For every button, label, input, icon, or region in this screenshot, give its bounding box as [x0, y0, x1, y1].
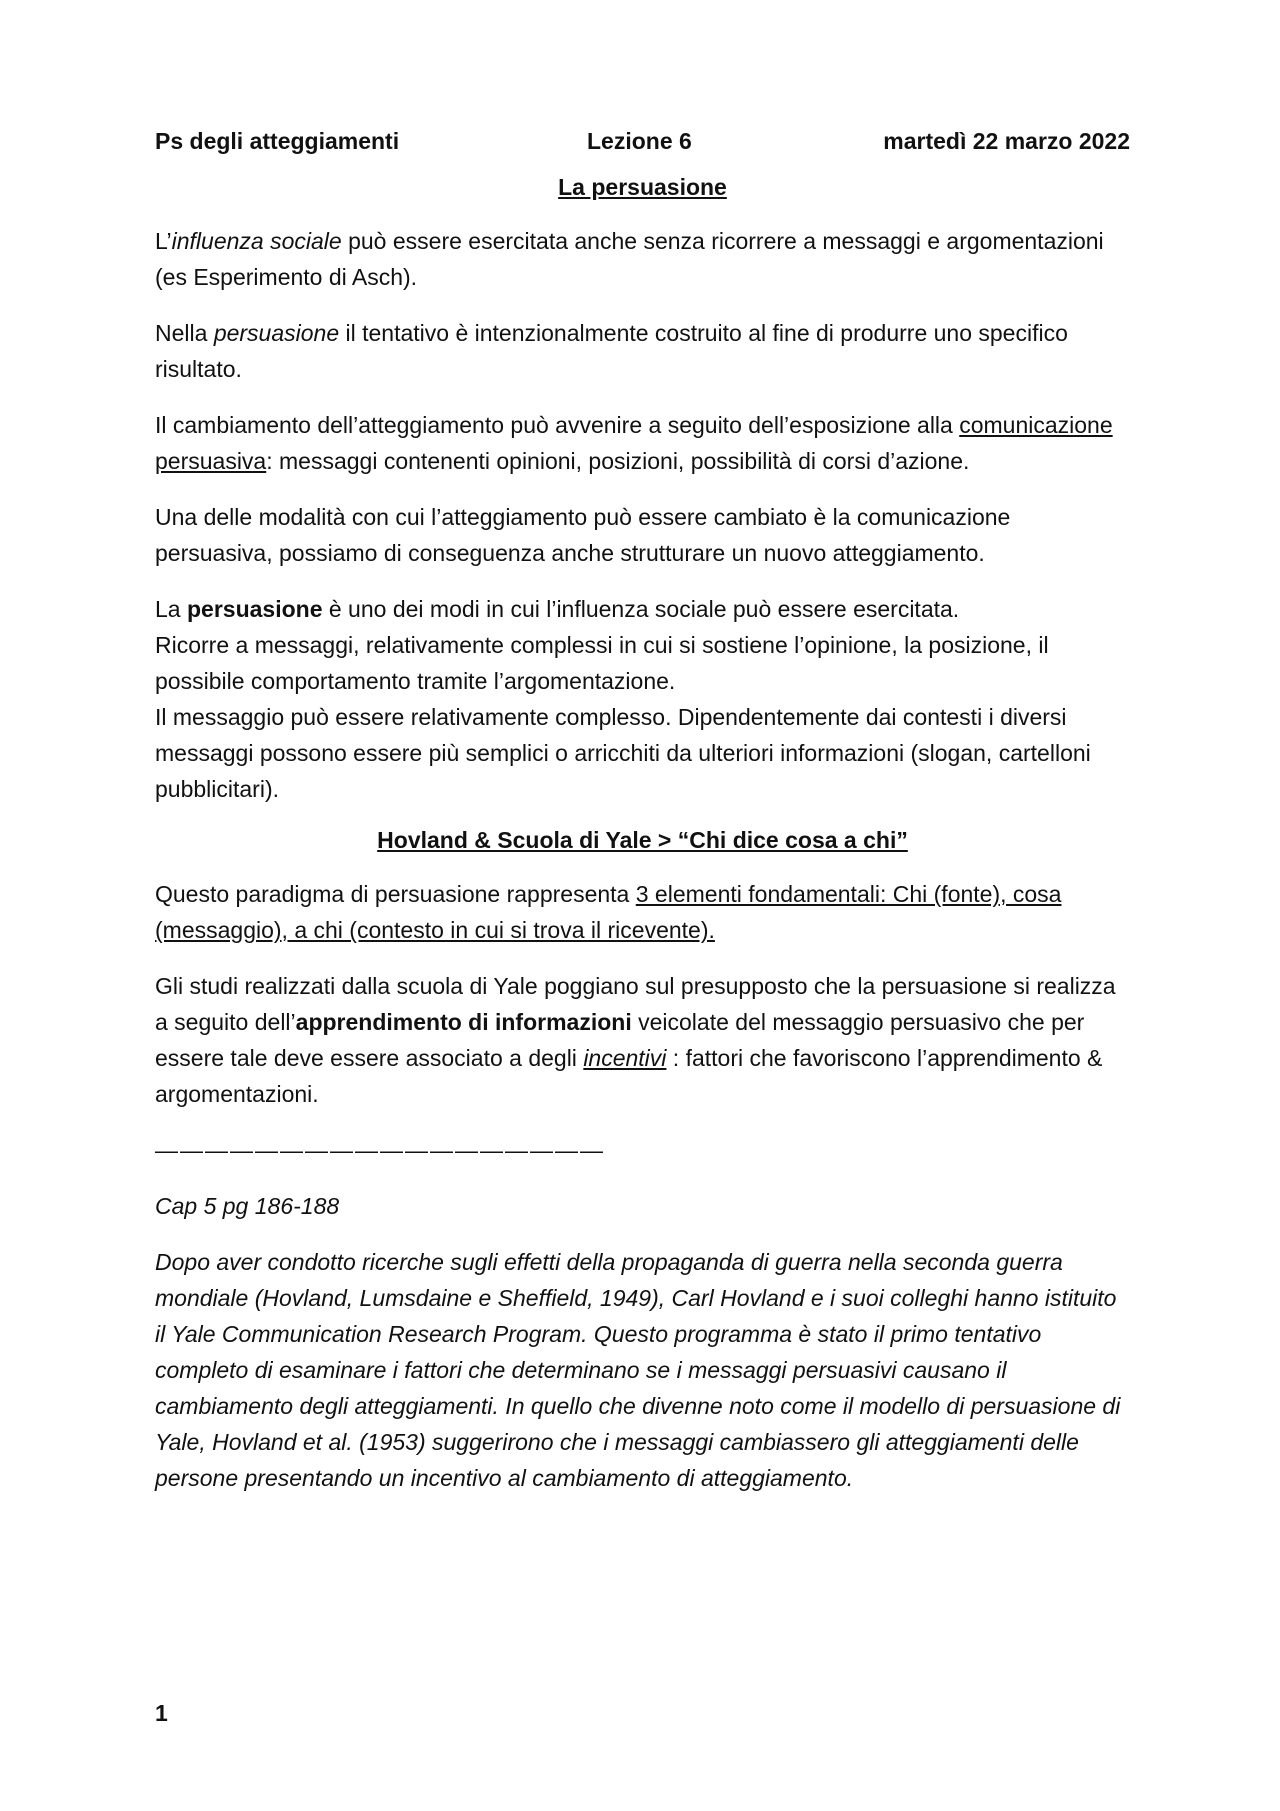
text-run: L’: [155, 228, 172, 254]
text-run: Questo paradigma di persuasione rappresenta: [155, 881, 636, 907]
bold-term: apprendimento di informazioni: [295, 1009, 632, 1035]
page-header: [155, 128, 1130, 160]
underlined-term: 3 elementi fondamentali: Chi (fonte), cosa (messaggio), a chi (contesto in cui si trova il ricevente).: [155, 881, 1062, 943]
text-run: veicolate del messaggio persuasivo che per essere tale deve essere associato a degli: [155, 1009, 1085, 1071]
paragraph-yale-studies: [155, 968, 1130, 1112]
bold-term: persuasione: [186, 596, 323, 622]
text-run: il tentativo è intenzionalmente costruito al fine di produrre uno specifico risultato.: [155, 320, 1068, 382]
text-run: La: [155, 596, 187, 622]
separator-line: ——————————————————: [155, 1137, 605, 1163]
page-title: La persuasione: [558, 174, 727, 200]
document-page: [155, 128, 1130, 1516]
note-reference: Cap 5 pg 186-188: [155, 1193, 340, 1219]
paragraph-persuasion-intent: [155, 315, 1130, 387]
page-number: 1: [155, 1700, 168, 1726]
underlined-term: comunicazione persuasiva: [155, 412, 1113, 474]
italic-term: influenza sociale: [171, 228, 342, 254]
textbook-note: [155, 1188, 1130, 1496]
lesson-date: martedì 22 marzo 2022: [883, 128, 1130, 154]
paragraph-persuasive-communication: Una delle modalità con cui l’atteggiamento può essere cambiato è la comunicazione persuasiva, possiamo di conseguenza anche strutturare un nuovo atteggiamento.: [155, 504, 1011, 566]
text-run: è uno dei modi in cui l’influenza sociale può essere esercitata.: [322, 596, 960, 622]
paragraph-social-influence: [155, 223, 1130, 295]
text-run: Nella: [155, 320, 214, 346]
text-run: : fattori che favoriscono l’apprendimento & argomentazioni.: [155, 1045, 1103, 1107]
text-line: Il messaggio può essere relativamente complesso. Dipendentemente dai contesti i diversi messaggi possono essere più semplici o arricchiti da ulteriori informazioni (slogan, cartelloni pubblicitari).: [155, 704, 1091, 802]
note-text: Dopo aver condotto ricerche sugli effetti della propaganda di guerra nella seconda guerra mondiale (Hovland, Lumsdaine e Sheffield, 1949), Carl Hovland e i suoi colleghi hanno istituito il Yale Communication Research Program. Questo programma è stato il primo tentativo completo di esaminare i fattori che determinano se i messaggi persuasivi causano il cambiamento degli atteggiamenti. In quello che divenne noto come il modello di persuasione di Yale, Hovland et al. (1953) suggerirono che i messaggi cambiassero gli atteggiamenti delle persone presentando un incentivo al cambiamento di atteggiamento.: [155, 1249, 1121, 1491]
text-run: Il cambiamento dell’atteggiamento può avvenire a seguito dell’esposizione alla: [155, 412, 960, 438]
text-run: : messaggi contenenti opinioni, posizioni, possibilità di corsi d’azione.: [266, 448, 970, 474]
paragraph-paradigm: [155, 876, 1130, 948]
text-line: Ricorre a messaggi, relativamente complessi in cui si sostiene l’opinione, la posizione, il possibile comportamento tramite l’argomentazione.: [155, 632, 1049, 694]
paragraph-attitude-change: [155, 407, 1130, 479]
italic-term: persuasione: [213, 320, 340, 346]
italic-underlined-term: incentivi: [583, 1045, 667, 1071]
paragraph-persuasion-definition: [155, 591, 1130, 807]
lesson-number: Lezione 6: [587, 128, 692, 154]
text-run: può essere esercitata anche senza ricorrere a messaggi e argomentazioni (es Esperimento di Asch).: [155, 228, 1104, 290]
section-heading: Hovland & Scuola di Yale > “Chi dice cosa a chi”: [377, 827, 908, 853]
text-run: Gli studi realizzati dalla scuola di Yale poggiano sul presupposto che la persuasione si realizza a seguito dell’: [155, 973, 1116, 1035]
course-name: Ps degli atteggiamenti: [155, 128, 400, 154]
